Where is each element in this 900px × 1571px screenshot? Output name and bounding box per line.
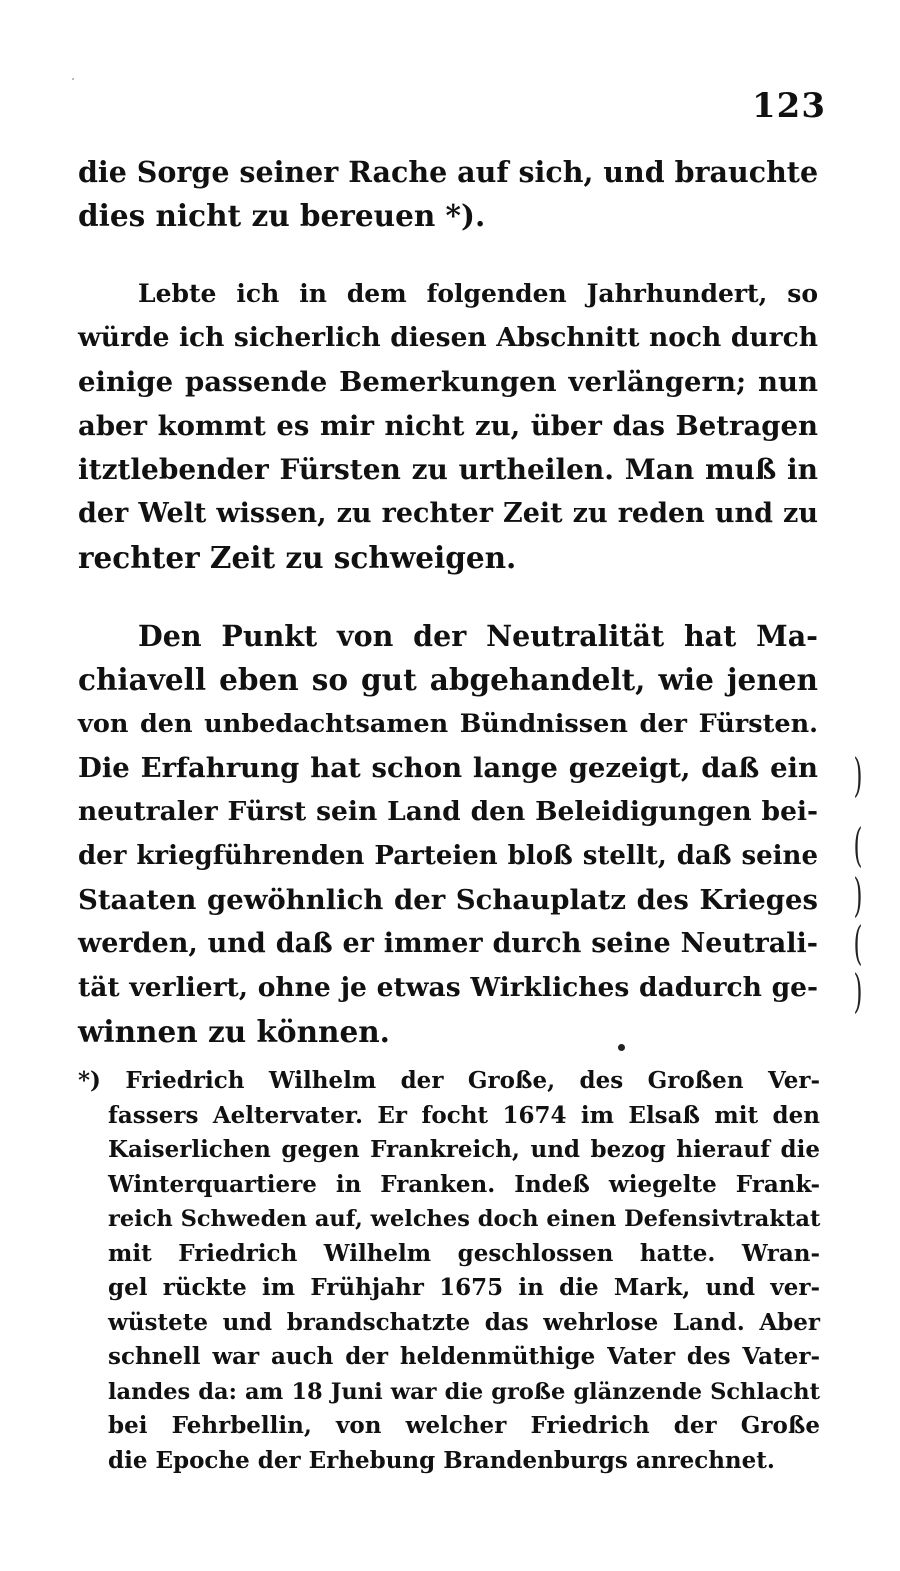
margin-mark: ): [853, 964, 863, 1018]
footnote-line: mit Friedrich Wilhelm geschlossen hatte. Wran-: [108, 1239, 820, 1267]
footnote: [78, 1064, 821, 1478]
margin-mark: ): [853, 868, 863, 922]
footnote-line: bei Fehrbellin, von welcher Friedrich der Große: [108, 1412, 820, 1439]
scan-speck: [72, 78, 74, 80]
text-line: chiavell eben so gut abgehandelt, wie jenen: [78, 662, 818, 697]
text-line: werden, und daß er immer durch seine Neutrali-: [78, 928, 818, 959]
footnote-line: *) Friedrich Wilhelm der Große, des Großen Ver-: [78, 1067, 820, 1094]
text-line: würde ich sicherlich diesen Abschnitt noch durch: [78, 322, 818, 353]
text-line: Den Punkt von der Neutralität hat Ma-: [138, 619, 818, 653]
footnote-line: fassers Aeltervater. Er focht 1674 im Elsaß mit den: [108, 1101, 820, 1129]
margin-mark: (: [853, 818, 863, 872]
paragraph-3: [78, 614, 818, 1054]
margin-mark: (: [853, 916, 863, 970]
text-line: aber kommt es mir nicht zu, über das Betragen: [78, 410, 818, 442]
text-line: Staaten gewöhnlich der Schauplatz des Krieges: [78, 884, 818, 916]
text-line: dies nicht zu bereuen *).: [78, 198, 486, 233]
footnote-line: wüstete und brandschatzte das wehrlose Land. Aber: [108, 1308, 820, 1336]
text-line: Die Erfahrung hat schon lange gezeigt, daß ein: [78, 752, 818, 784]
footnote-line: gel rückte im Frühjahr 1675 in die Mark, und ver-: [108, 1274, 820, 1301]
text-line: die Sorge seiner Rache auf sich, und brauchte: [78, 155, 819, 189]
page-number: 123: [752, 86, 826, 126]
text-line: der Welt wissen, zu rechter Zeit zu reden und zu: [78, 498, 818, 529]
text-line: der kriegführenden Parteien bloß stellt, daß seine: [78, 841, 818, 871]
footnote-line: landes da: am 18 Juni war die große glänzende Schlacht: [108, 1378, 820, 1405]
footnote-line: Kaiserlichen gegen Frankreich, und bezog hierauf die: [108, 1136, 820, 1163]
footnote-line: die Epoche der Erhebung Brandenburgs anrechnet.: [108, 1446, 775, 1474]
main-text: [78, 150, 818, 1054]
footnote-line: schnell war auch der heldenmüthige Vater des Vater-: [108, 1343, 820, 1370]
ink-dot: [618, 1044, 625, 1051]
footnote-line: Winterquartiere in Franken. Indeß wiegelte Frank-: [108, 1170, 820, 1198]
text-line: winnen zu können.: [78, 1014, 390, 1049]
text-line: Lebte ich in dem folgenden Jahrhundert, so: [138, 279, 818, 308]
footnote-line: reich Schweden auf, welches doch einen Defensivtraktat: [108, 1206, 821, 1232]
margin-mark: ): [853, 748, 863, 802]
text-line: einige passende Bemerkungen verlängern; nun: [78, 366, 818, 398]
text-line: von den unbedachtsamen Bündnissen der Fürsten.: [78, 709, 818, 739]
text-line: tät verliert, ohne je etwas Wirkliches dadurch ge-: [78, 972, 818, 1003]
text-line: rechter Zeit zu schweigen.: [78, 540, 517, 575]
paragraph-2: [78, 272, 818, 580]
text-line: itztlebender Fürsten zu urtheilen. Man muß in: [78, 453, 818, 486]
text-line: neutraler Fürst sein Land den Beleidigungen bei-: [78, 796, 818, 827]
paragraph-1: [78, 150, 818, 238]
